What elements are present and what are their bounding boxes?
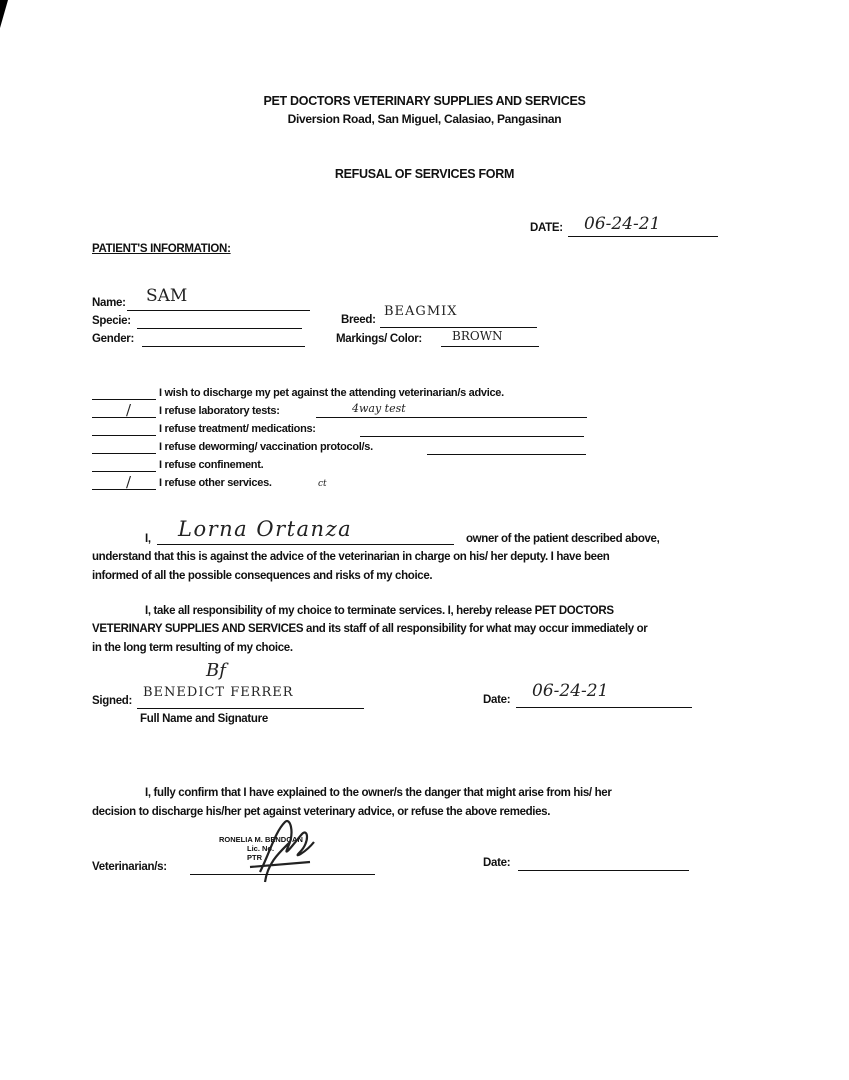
name-line	[127, 310, 310, 311]
confirmation-line1: I, fully confirm that I have explained to the owner/s the danger that might arise from his/ her	[145, 787, 612, 799]
option-2-detail[interactable]: 4way test	[352, 402, 406, 415]
signed-line	[137, 708, 364, 709]
option-5-text: I refuse confinement.	[159, 459, 264, 471]
signed-name-value[interactable]: BENEDICT FERRER	[143, 685, 294, 700]
option-4-blank[interactable]	[92, 453, 156, 454]
owner-name[interactable]: Lorna Ortanza	[178, 517, 353, 541]
signed-date-label: Date:	[483, 694, 511, 706]
markings-value[interactable]: BROWN	[452, 329, 503, 343]
signed-label: Signed:	[92, 695, 133, 707]
responsibility-line2: VETERINARY SUPPLIES AND SERVICES and its staff of all responsibility for what may occur immediately or	[92, 623, 648, 635]
signed-date-value[interactable]: 06-24-21	[532, 681, 609, 701]
scan-corner-mark	[0, 0, 8, 28]
name-label: Name:	[92, 297, 126, 309]
vet-signature-scribble	[240, 812, 330, 887]
company-name: PET DOCTORS VETERINARY SUPPLIES AND SERVICES	[263, 94, 586, 108]
confirmation-line2: decision to discharge his/her pet against veterinary advice, or refuse the above remedies.	[92, 806, 551, 818]
name-value[interactable]: SAM	[146, 286, 188, 306]
statement-prefix: I,	[145, 533, 151, 545]
veterinarian-line[interactable]	[190, 874, 375, 875]
option-5-blank[interactable]	[92, 471, 156, 472]
vet-stamp-ptr: PTR	[247, 853, 262, 862]
option-3-blank[interactable]	[92, 435, 156, 436]
form-title: REFUSAL OF SERVICES FORM	[334, 167, 515, 181]
option-2-blank[interactable]	[92, 417, 156, 418]
option-1-blank[interactable]	[92, 399, 156, 400]
signed-caption: Full Name and Signature	[140, 713, 268, 725]
vet-date-label: Date:	[483, 857, 511, 869]
company-address: Diversion Road, San Miguel, Calasiao, Pangasinan	[287, 112, 562, 126]
option-1-text: I wish to discharge my pet against the attending veterinarian/s advice.	[159, 387, 504, 399]
option-6-detail[interactable]: ct	[318, 479, 327, 489]
date-line	[568, 236, 718, 237]
option-2-text: I refuse laboratory tests:	[159, 405, 280, 417]
option-4-text: I refuse deworming/ vaccination protocol/s.	[159, 441, 373, 453]
specie-line	[137, 328, 302, 329]
option-6-text: I refuse other services.	[159, 477, 272, 489]
option-3-text: I refuse treatment/ medications:	[159, 423, 316, 435]
markings-label: Markings/ Color:	[336, 333, 422, 345]
option-4-detail-line	[427, 454, 586, 455]
specie-label: Specie:	[92, 315, 131, 327]
date-label: DATE:	[530, 222, 563, 234]
statement-line3: informed of all the possible consequences and risks of my choice.	[92, 570, 433, 582]
signed-initials: Bf	[206, 660, 226, 681]
option-3-detail-line	[360, 436, 584, 437]
vet-stamp-name: RONELIA M. BENDOAN	[219, 835, 303, 844]
option-6-mark: /	[126, 473, 132, 491]
veterinarian-label: Veterinarian/s:	[92, 861, 167, 873]
responsibility-line3: in the long term resulting of my choice.	[92, 642, 293, 654]
gender-line	[142, 346, 305, 347]
owner-name-line	[157, 544, 454, 545]
gender-label: Gender:	[92, 333, 134, 345]
date-value[interactable]: 06-24-21	[584, 214, 661, 234]
signed-date-line	[516, 707, 692, 708]
vet-date-line[interactable]	[518, 870, 689, 871]
option-6-blank[interactable]	[92, 489, 156, 490]
breed-line	[380, 327, 537, 328]
statement-line1-suffix: owner of the patient described above,	[466, 533, 660, 545]
vet-stamp-lic: Lic. No.	[247, 844, 275, 853]
option-2-detail-line	[316, 417, 587, 418]
patient-section-title: PATIENT'S INFORMATION:	[92, 243, 231, 255]
breed-label: Breed:	[341, 314, 376, 326]
markings-line	[441, 346, 539, 347]
responsibility-line1: I, take all responsibility of my choice to terminate services. I, hereby release PET DOCTORS	[145, 605, 614, 617]
option-2-mark: /	[126, 401, 132, 419]
breed-value[interactable]: BEAGMIX	[384, 304, 458, 319]
statement-line2: understand that this is against the advice of the veterinarian in charge on his/ her deputy. I have been	[92, 551, 610, 563]
